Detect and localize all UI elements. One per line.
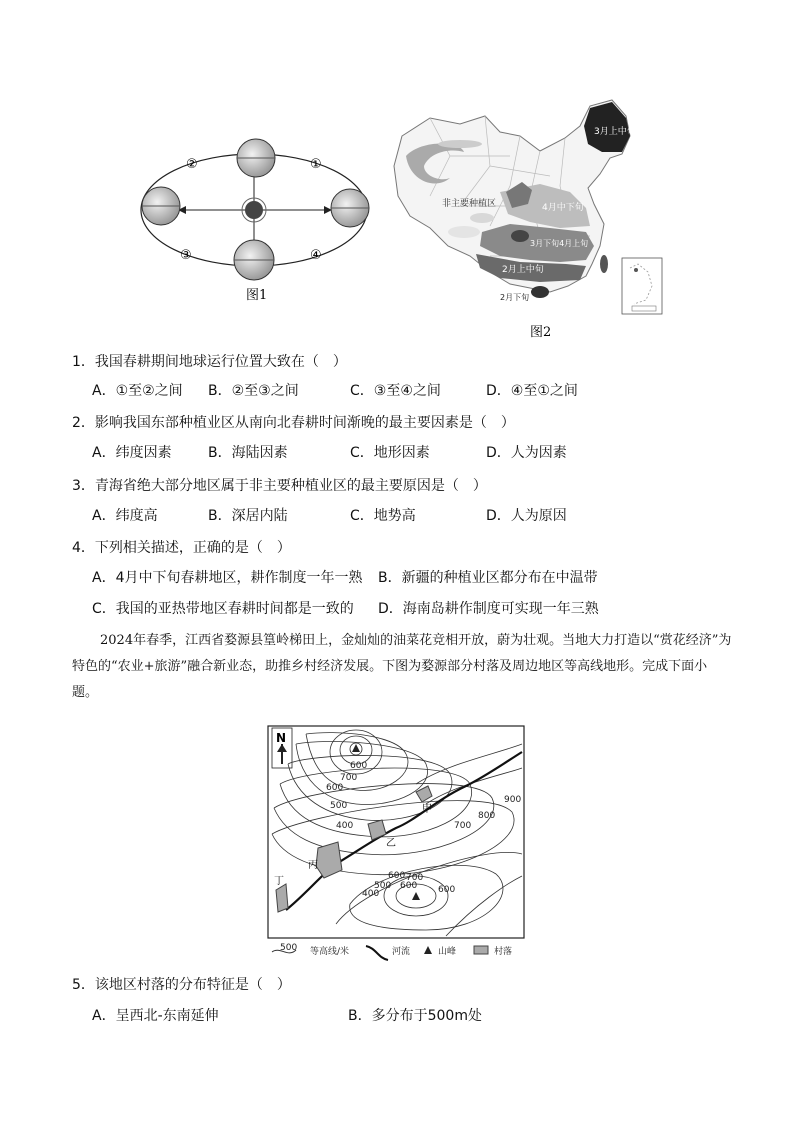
legend-contour: 等高线/米 (310, 947, 350, 957)
contour-label: 500 (374, 881, 392, 891)
contour-label: 800 (478, 811, 496, 821)
q2-option-d[interactable]: D．人为因素 (486, 445, 567, 461)
q2-option-a[interactable]: A．纬度因素 (92, 445, 172, 461)
label-feb-late: 2月下旬 (500, 293, 530, 302)
figure-1-orbit (136, 128, 384, 308)
contour-label: 400 (362, 889, 380, 899)
earth-left (142, 187, 180, 225)
label-feb-mid: 2月上中旬 (502, 265, 544, 275)
place-label-bing: 丙 (308, 860, 318, 871)
earth-top (237, 139, 275, 177)
question-4-stem: 4．下列相关描述，正确的是（ ） (72, 540, 291, 556)
label-non-main-area: 非主要种植区 (442, 199, 497, 209)
earth-bottom (234, 240, 274, 280)
passage-text: 2024年春季，江西省婺源县篁岭梯田上，金灿灿的油菜花竞相开放，蔚为壮观。当地大力打造以“赏花经济”为特色的“农业+旅游”融合新业态，助推乡村经济发展。下图为婺源部分村落及周边地区等高线地形。完成下面小题。 (72, 633, 732, 700)
question-2-stem: 2．影响我国东部种植业区从南向北春耕时间渐晚的最主要因素是（ ） (72, 415, 515, 431)
figure-1-caption: 图1 (246, 288, 268, 303)
figure-2-china-map (390, 96, 666, 342)
q5-option-b[interactable]: B．多分布于500m处 (348, 1008, 482, 1024)
label-apr-mid: 4月中下旬 (542, 203, 584, 213)
map-legend (272, 943, 512, 960)
q1-option-c[interactable]: C．③至④之间 (350, 383, 441, 399)
q4-option-d[interactable]: D．海南岛耕作制度可实现一年三熟 (378, 601, 599, 617)
contour-label: 600 (350, 761, 368, 771)
label-pos-1: ① (310, 157, 322, 172)
q3-option-a[interactable]: A．纬度高 (92, 508, 158, 524)
contour-label: 500 (330, 801, 348, 811)
q3-option-c[interactable]: C．地势高 (350, 508, 416, 524)
q1-option-b[interactable]: B．②至③之间 (208, 383, 299, 399)
place-label-jia: 甲 (422, 804, 432, 815)
q1-option-a[interactable]: A．①至②之间 (92, 383, 183, 399)
q4-option-c[interactable]: C．我国的亚热带地区春耕时间都是一致的 (92, 601, 354, 617)
reading-passage (72, 628, 732, 706)
question-3-stem: 3．青海省绝大部分地区属于非主要种植业区的最主要原因是（ ） (72, 478, 487, 494)
contour-map (266, 724, 528, 964)
label-pos-2: ② (186, 157, 198, 172)
legend-contour-value: 500 (280, 943, 298, 953)
contour-label: 900 (504, 795, 522, 805)
place-label-yi: 乙 (386, 838, 396, 849)
legend-river: 河流 (392, 947, 411, 957)
label-pos-3: ③ (180, 248, 192, 263)
earth-right (331, 189, 369, 227)
contour-label: 600 (400, 881, 418, 891)
label-pos-4: ④ (310, 248, 322, 263)
q4-option-b[interactable]: B．新疆的种植业区都分布在中温带 (378, 570, 598, 586)
q5-option-a[interactable]: A．呈西北-东南延伸 (92, 1008, 219, 1024)
question-1-stem: 1．我国春耕期间地球运行位置大致在（ ） (72, 354, 347, 370)
legend-village: 村落 (494, 947, 513, 957)
q2-option-b[interactable]: B．海陆因素 (208, 445, 288, 461)
q1-option-d[interactable]: D．④至①之间 (486, 383, 578, 399)
contour-label: 600 (438, 885, 456, 895)
q3-option-d[interactable]: D．人为原因 (486, 508, 567, 524)
north-label: N (276, 731, 287, 745)
question-5-stem: 5．该地区村落的分布特征是（ ） (72, 977, 291, 993)
label-mar-late: 3月下旬4月上旬 (530, 239, 589, 248)
label-mar-early: 3月上中旬 (594, 127, 636, 137)
figure-2-caption: 图2 (530, 325, 552, 340)
place-label-ding: 丁 (274, 876, 284, 887)
contour-label: 700 (454, 821, 472, 831)
contour-label: 600 (326, 783, 344, 793)
q2-option-c[interactable]: C．地形因素 (350, 445, 430, 461)
north-arrow (272, 728, 292, 768)
contour-label: 600 (388, 871, 406, 881)
contour-label: 400 (336, 821, 354, 831)
q4-option-a[interactable]: A．4月中下旬春耕地区，耕作制度一年一熟 (92, 570, 363, 586)
legend-peak: 山峰 (438, 947, 457, 957)
contour-label: 700 (340, 773, 358, 783)
q3-option-b[interactable]: B．深居内陆 (208, 508, 288, 524)
contour-label: 700 (406, 873, 424, 883)
